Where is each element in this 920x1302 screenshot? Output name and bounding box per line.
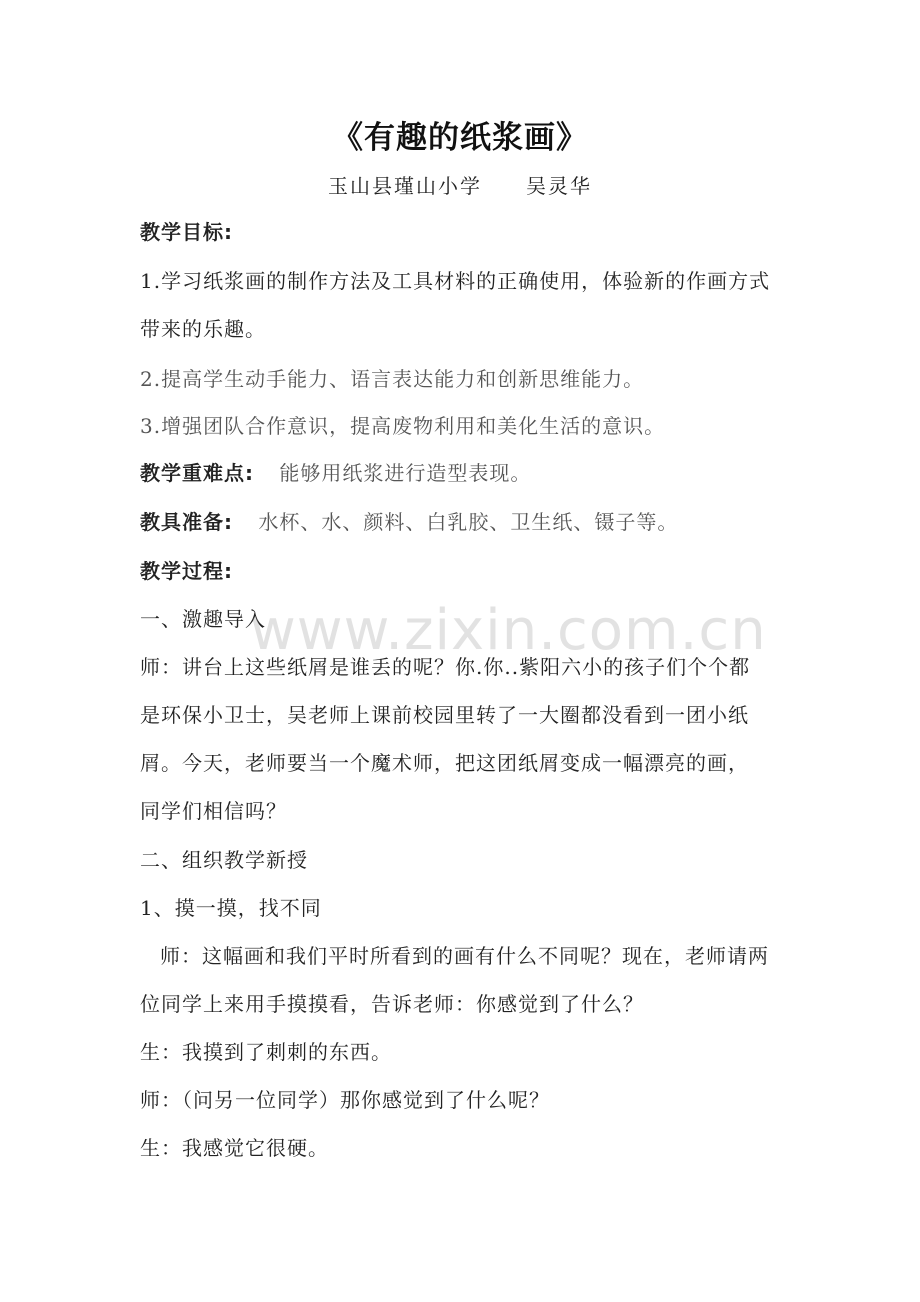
school-name: 玉山县瑾山小学	[328, 174, 482, 198]
paragraph-1-line-2: 是环保小卫士，吴老师上课前校园里转了一大圈都没看到一团小纸	[140, 703, 749, 727]
key-points-row	[140, 459, 800, 487]
process-heading: 教学过程:	[140, 559, 233, 583]
author-line	[0, 170, 920, 199]
teacher-question-2: 师：（问另一位同学）那你感觉到了什么呢？	[140, 1088, 550, 1112]
paragraph-2-line-1: 师：这幅画和我们平时所看到的画有什么不同呢？现在，老师请两	[160, 944, 769, 968]
goal-2: 2.提高学生动手能力、语言表达能力和创新思维能力。	[140, 367, 645, 391]
materials-row	[140, 508, 800, 536]
goal-1-line-1: 1.学习纸浆画的制作方法及工具材料的正确使用，体验新的作画方式	[140, 269, 771, 293]
document-title: 《有趣的纸浆画》	[332, 120, 588, 156]
paragraph-2-line-2: 位同学上来用手摸摸看，告诉老师：你感觉到了什么？	[140, 992, 644, 1016]
paragraph-1-line-1: 师：讲台上这些纸屑是谁丢的呢？你.你..紫阳六小的孩子们个个都	[140, 655, 751, 679]
author-name: 吴灵华	[526, 174, 592, 198]
student-reply-2: 生：我感觉它很硬。	[140, 1136, 329, 1160]
key-points-text: 能够用纸浆进行造型表现。	[279, 461, 532, 485]
goals-heading: 教学目标:	[140, 220, 233, 244]
goal-3: 3.增强团队合作意识，提高废物利用和美化生活的意识。	[140, 414, 666, 438]
paragraph-1-line-4: 同学们相信吗？	[140, 799, 287, 823]
materials-text: 水杯、水、颜料、白乳胶、卫生纸、镊子等。	[258, 510, 679, 534]
student-reply-1: 生：我摸到了刺刺的东西。	[140, 1040, 392, 1064]
section-1-heading: 一、激趣导入	[140, 607, 266, 631]
materials-label: 教具准备:	[140, 510, 233, 534]
paragraph-1-line-3: 屑。今天，老师要当一个魔术师，把这团纸屑变成一幅漂亮的画，	[140, 751, 749, 775]
site-watermark: www.zixin.com.cn	[250, 598, 767, 663]
goal-1-line-2: 带来的乐趣。	[140, 317, 266, 341]
subsection-1-heading: 1、摸一摸，找不同	[140, 896, 322, 920]
key-points-label: 教学重难点:	[140, 461, 254, 485]
section-2-heading: 二、组织教学新授	[140, 848, 308, 872]
